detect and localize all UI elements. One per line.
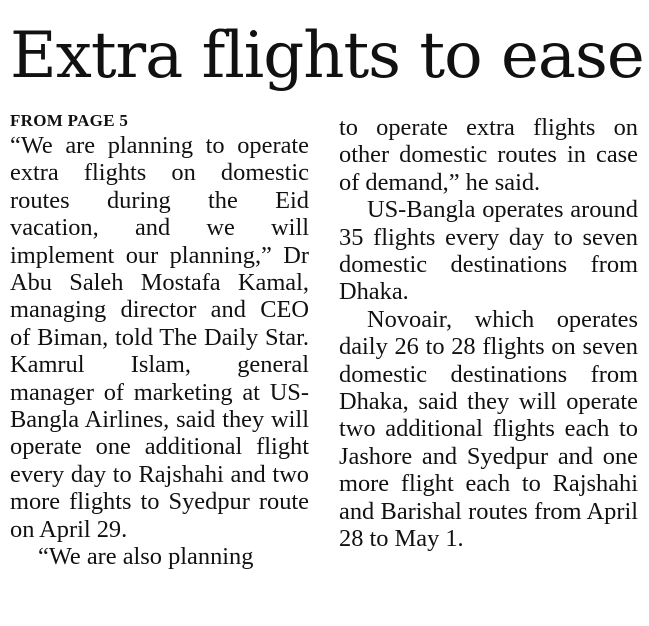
paragraph: to operate extra flights on other domestic routes in case of demand,” he said. — [339, 114, 638, 196]
paragraph: US-Bangla operates around 35 flights every day to seven domestic destinations from Dhaka. — [339, 196, 638, 306]
continuation-kicker: FROM PAGE 5 — [10, 111, 129, 130]
paragraph: Novoair, which operates daily 26 to 28 flights on seven domestic destinations from Dhaka, said they will operate two additional flights each to Jashore and Syedpur and one more flight each to Rajshahi and Barishal routes from April 28 to May 1. — [339, 305, 638, 553]
paragraph: “We are also planning — [38, 543, 254, 571]
headline: Extra flights to ease — [10, 19, 644, 93]
left-column — [10, 110, 309, 571]
paragraph: “We are planning to operate extra flights on domestic routes during the Eid vacation, and we will implement our planning,” Dr Abu Saleh Mostafa Kamal, managing director and CEO of Biman, told The Daily Star. Kamrul Islam, general manager of marketing at US-Bangla Airlines, said they will operate one additional flight every day to Rajshahi and two more flights to Syedpur route on April 29. — [10, 132, 309, 543]
right-column — [339, 114, 638, 553]
